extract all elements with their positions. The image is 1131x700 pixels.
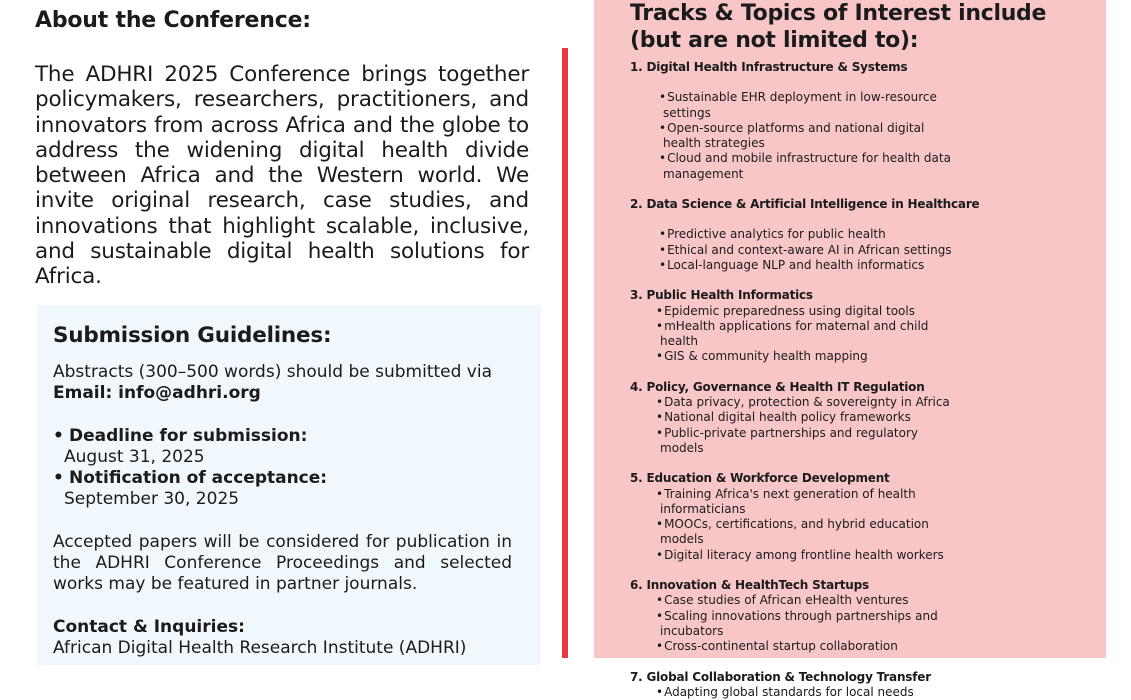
track-topic-text: Local-language NLP and health informatics — [667, 258, 924, 272]
bullet-dot: • — [659, 121, 666, 135]
bullet-dot: • — [659, 227, 666, 241]
submission-email[interactable]: Email: info@adhri.org — [53, 383, 512, 404]
track-topic — [656, 639, 950, 654]
track-topic — [656, 548, 950, 563]
acceptance-item — [53, 468, 512, 489]
bullet-dot: • — [656, 517, 663, 531]
track-topic-text: Epidemic preparedness using digital tools — [664, 304, 915, 318]
track-topic — [656, 685, 950, 700]
track-topic — [659, 90, 953, 121]
bullet-dot: • — [656, 304, 663, 318]
acceptance-label: Notification of acceptance: — [69, 468, 327, 488]
track-title: 3. Public Health Informatics — [630, 288, 1106, 303]
bullet-dot: • — [659, 243, 666, 257]
track-topic-text: Cross-continental startup collaboration — [664, 639, 898, 653]
deadline-value: August 31, 2025 — [53, 447, 512, 468]
track-topic-text: Sustainable EHR deployment in low-resource settings — [663, 90, 937, 119]
track-topic — [656, 410, 950, 425]
track-topic-list — [630, 487, 1106, 563]
track-topic-text: Cloud and mobile infrastructure for health data management — [663, 151, 951, 180]
track-topic — [659, 151, 953, 182]
track-title: 1. Digital Health Infrastructure & Systems — [630, 60, 1106, 75]
track-topic-text: Case studies of African eHealth ventures — [664, 593, 908, 607]
bullet-dot: • — [656, 395, 663, 409]
bullet-dot: • — [656, 548, 663, 562]
bullet-dot: • — [656, 319, 663, 333]
track-topic — [659, 227, 953, 242]
submission-guidelines-box — [37, 305, 541, 665]
track-topic — [659, 243, 953, 258]
track-topic — [656, 349, 950, 364]
track-topic — [656, 593, 950, 608]
track-title: 5. Education & Workforce Development — [630, 471, 1106, 486]
track-section — [630, 471, 1106, 563]
track-topic-text: Adapting global standards for local needs — [664, 685, 914, 699]
track-topic-text: mHealth applications for maternal and child health — [660, 319, 928, 348]
track-topic — [656, 426, 950, 457]
about-heading: About the Conference: — [35, 8, 311, 33]
track-topic-list — [630, 90, 1106, 182]
bullet-dot: • — [53, 468, 69, 489]
bullet-dot: • — [659, 151, 666, 165]
track-topic-text: Training Africa's next generation of health informaticians — [660, 487, 916, 516]
bullet-dot: • — [659, 90, 666, 104]
track-topic-text: GIS & community health mapping — [664, 349, 868, 363]
track-title: 4. Policy, Governance & Health IT Regulation — [630, 380, 1106, 395]
bullet-dot: • — [656, 593, 663, 607]
track-topic — [659, 258, 953, 273]
track-topic — [656, 304, 950, 319]
track-topic-text: Data privacy, protection & sovereignty in Africa — [664, 395, 950, 409]
tracks-heading — [630, 0, 1106, 54]
bullet-dot: • — [656, 609, 663, 623]
bullet-dot: • — [656, 685, 663, 699]
bullet-dot: • — [656, 349, 663, 363]
contact-heading: Contact & Inquiries: — [53, 617, 512, 638]
track-section — [630, 670, 1106, 700]
track-topic-text: National digital health policy frameworks — [664, 410, 911, 424]
track-section — [630, 578, 1106, 654]
track-topic — [656, 609, 950, 640]
tracks-panel — [594, 0, 1106, 658]
track-topic — [656, 487, 950, 518]
publication-note: Accepted papers will be considered for publication in the ADHRI Conference Proceedings and selected works may be featured in partner journals. — [53, 532, 512, 596]
track-topic-text: Digital literacy among frontline health workers — [664, 548, 944, 562]
acceptance-value: September 30, 2025 — [53, 489, 512, 510]
bullet-dot: • — [656, 639, 663, 653]
track-topic-list — [630, 593, 1106, 654]
deadline-list — [53, 426, 512, 511]
track-section — [630, 60, 1106, 182]
bullet-dot: • — [656, 426, 663, 440]
track-topic — [656, 517, 950, 548]
track-topic-text: Open-source platforms and national digital health strategies — [663, 121, 924, 150]
bullet-dot: • — [659, 258, 666, 272]
track-title: 7. Global Collaboration & Technology Transfer — [630, 670, 1106, 685]
track-topic-list — [630, 395, 1106, 456]
red-divider — [562, 48, 568, 658]
track-topic-text: Ethical and context-aware AI in African settings — [667, 243, 951, 257]
bullet-dot: • — [656, 410, 663, 424]
tracks-heading-line2: (but are not limited to): — [630, 28, 918, 53]
deadline-item — [53, 426, 512, 447]
tracks-heading-line1: Tracks & Topics of Interest include — [630, 1, 1046, 26]
track-topic-list — [630, 685, 1106, 700]
contact-organization: African Digital Health Research Institute (ADHRI) — [53, 638, 512, 659]
track-topic-text: Scaling innovations through partnerships and incubators — [660, 609, 938, 638]
bullet-dot: • — [656, 487, 663, 501]
track-topic — [656, 395, 950, 410]
bullet-dot: • — [53, 426, 69, 447]
track-topic-text: Predictive analytics for public health — [667, 227, 886, 241]
track-topic-text: Public-private partnerships and regulatory models — [660, 426, 918, 455]
track-title: 2. Data Science & Artificial Intelligence in Healthcare — [630, 197, 1106, 212]
track-section — [630, 380, 1106, 456]
track-topic-list — [630, 227, 1106, 273]
deadline-label: Deadline for submission: — [69, 426, 307, 446]
about-body: The ADHRI 2025 Conference brings together policymakers, researchers, practitioners, and innovators from across Africa and the globe to address the widening digital health divide between Africa and the Western world. We invite original research, case studies, and innovations that highlight scalable, inclusive, and sustainable digital health solutions for Africa. — [35, 62, 529, 290]
track-topic — [656, 319, 950, 350]
track-topic-list — [630, 304, 1106, 365]
track-section — [630, 288, 1106, 364]
track-title: 6. Innovation & HealthTech Startups — [630, 578, 1106, 593]
submission-heading: Submission Guidelines: — [53, 323, 512, 348]
track-section — [630, 197, 1106, 273]
track-topic — [659, 121, 953, 152]
track-topic-text: MOOCs, certifications, and hybrid education models — [660, 517, 929, 546]
tracks-list — [630, 60, 1106, 700]
submission-intro: Abstracts (300–500 words) should be submitted via — [53, 362, 512, 383]
